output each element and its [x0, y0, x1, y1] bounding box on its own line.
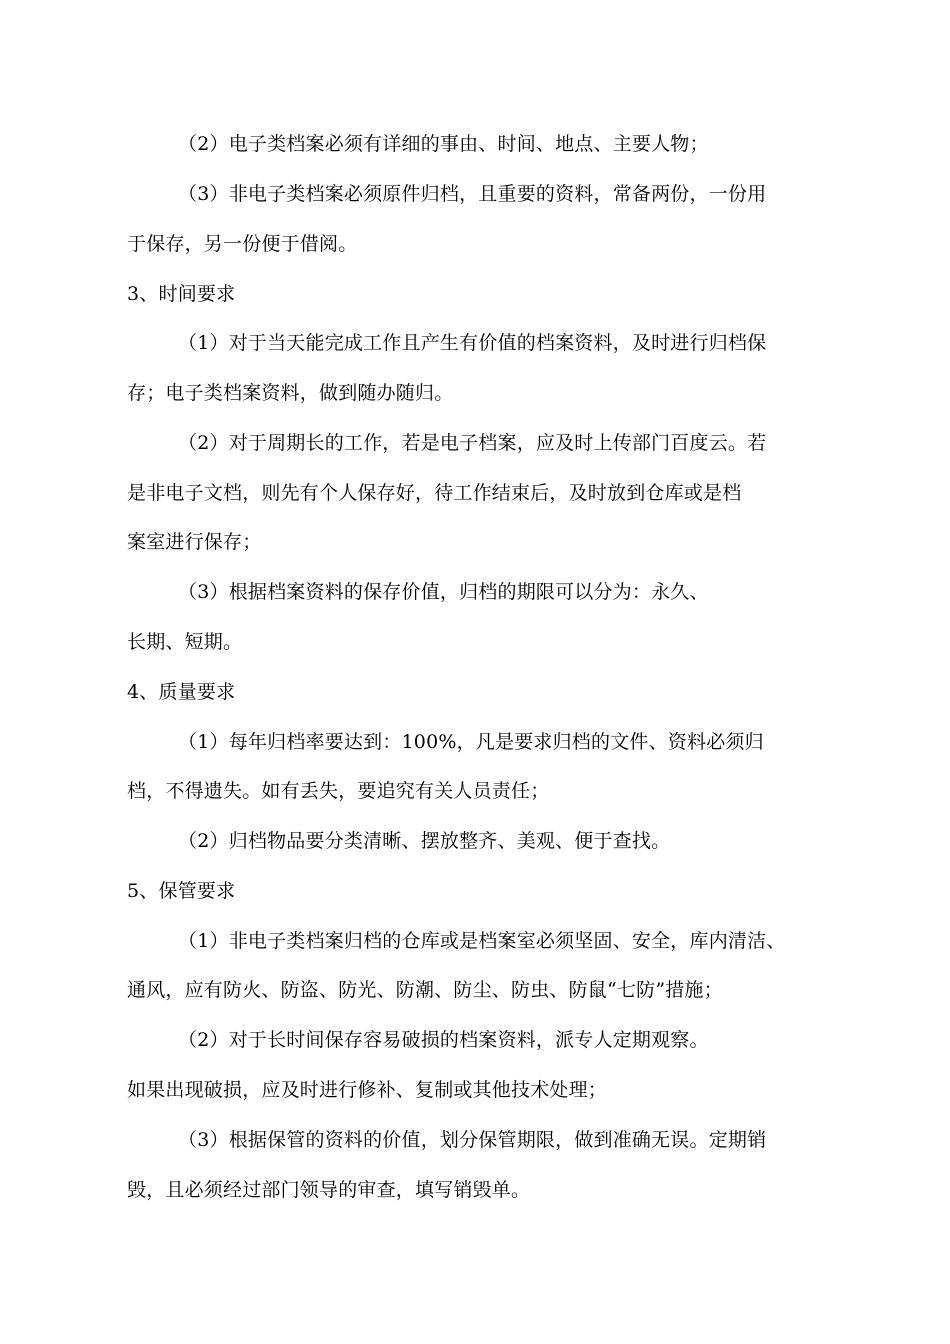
paragraph-line: 档，不得遗失。如有丢失，要追究有关人员责任； [127, 780, 550, 802]
section-heading: 3、时间要求 [127, 283, 236, 305]
section-heading: 5、保管要求 [127, 880, 236, 902]
paragraph-line: 是非电子文档，则先有个人保存好，待工作结束后，及时放到仓库或是档 [127, 482, 742, 504]
paragraph-line: （3）根据档案资料的保存价值，归档的期限可以分为：永久、 [178, 581, 709, 603]
paragraph-line: （3）根据保管的资料的价值，划分保管期限，做到准确无误。定期销 [178, 1129, 767, 1151]
paragraph-line: （2）归档物品要分类清晰、摆放整齐、美观、便于查找。 [178, 830, 671, 852]
paragraph-line: （3）非电子类档案必须原件归档，且重要的资料，常备两份，一份用 [178, 183, 767, 205]
paragraph-line: （2）对于长时间保存容易破损的档案资料，派专人定期观察。 [178, 1029, 709, 1051]
paragraph-line: 长期、短期。 [127, 631, 243, 653]
paragraph-line: 毁，且必须经过部门领导的审查，填写销毁单。 [127, 1179, 531, 1201]
section-heading: 4、质量要求 [127, 681, 236, 703]
paragraph-line: 于保存，另一份便于借阅。 [127, 233, 358, 255]
paragraph-line: 通风，应有防火、防盗、防光、防潮、防尘、防虫、防鼠“七防”措施； [127, 979, 723, 1001]
paragraph-line: （1）对于当天能完成工作且产生有价值的档案资料，及时进行归档保 [178, 332, 767, 354]
paragraph-line: 如果出现破损，应及时进行修补、复制或其他技术处理； [127, 1079, 608, 1101]
paragraph-line: 存；电子类档案资料，做到随办随归。 [127, 382, 454, 404]
paragraph-line: （2）对于周期长的工作，若是电子档案，应及时上传部门百度云。若 [178, 432, 767, 454]
paragraph-line: （1）非电子类档案归档的仓库或是档案室必须坚固、安全，库内清洁、 [178, 930, 786, 952]
paragraph-line: （1）每年归档率要达到：100%，凡是要求归档的文件、资料必须归 [178, 731, 764, 753]
paragraph-line: 案室进行保存； [127, 531, 262, 553]
paragraph-line: （2）电子类档案必须有详细的事由、时间、地点、主要人物； [178, 133, 709, 155]
